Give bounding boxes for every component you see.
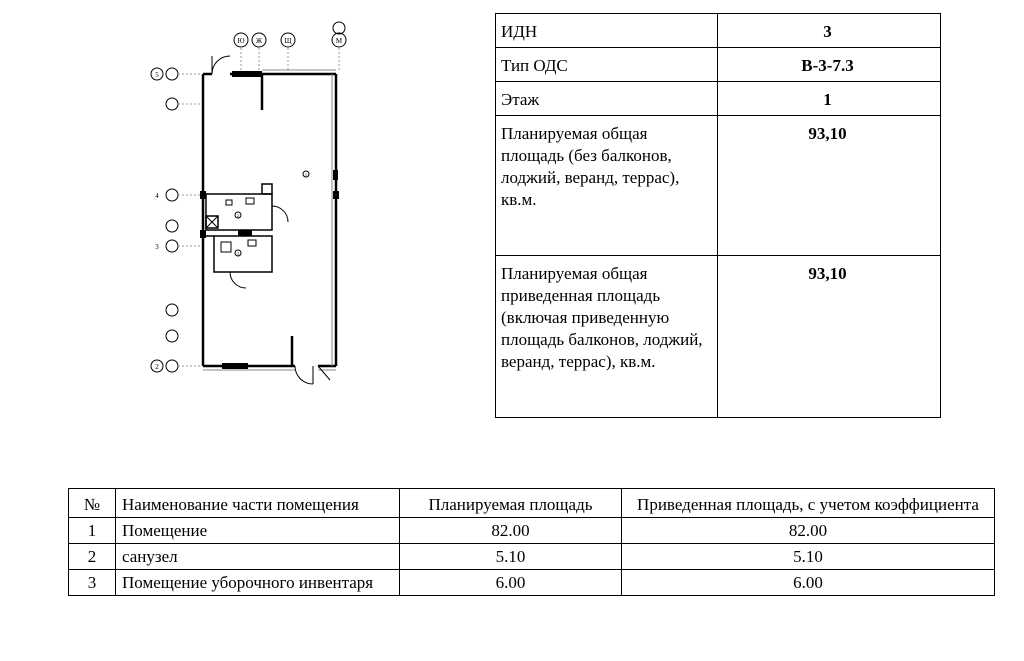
- svg-text:2: 2: [237, 213, 239, 218]
- info-row-type: [496, 48, 941, 82]
- plan-walls: [203, 74, 336, 366]
- rooms-table: [68, 488, 995, 596]
- row-reduced-area: 5.10: [622, 544, 995, 570]
- svg-text:4: 4: [155, 192, 159, 200]
- info-label-reduced-area: Планируемая общая приведенная площадь (включая приведенную площадь балконов, лоджий, веранд, террас), кв.м.: [496, 256, 718, 418]
- header-number: №: [69, 489, 116, 518]
- row-reduced-area: 82.00: [622, 518, 995, 544]
- axis-marker-left-1: [151, 68, 200, 80]
- info-label-type: Тип ОДС: [496, 48, 718, 82]
- info-value-floor: 1: [718, 82, 941, 116]
- axis-marker-top-1: [234, 33, 248, 72]
- info-row-idn: [496, 14, 941, 48]
- svg-text:5: 5: [155, 71, 159, 79]
- row-name: санузел: [116, 544, 400, 570]
- room-marker-3: [235, 250, 241, 256]
- floor-plan: [140, 10, 360, 390]
- axis-marker-top-4: [332, 22, 346, 72]
- svg-text:1: 1: [305, 172, 307, 177]
- svg-text:Ю: Ю: [237, 37, 245, 45]
- room-marker-1: [303, 171, 309, 177]
- info-value-total-area: 93,10: [718, 116, 941, 256]
- header-area: Планируемая площадь: [400, 489, 622, 518]
- header-name: Наименование части помещения: [116, 489, 400, 518]
- info-row-floor: [496, 82, 941, 116]
- info-label-idn: ИДН: [496, 14, 718, 48]
- rooms-header-row: [69, 489, 995, 518]
- row-area: 6.00: [400, 570, 622, 596]
- svg-text:3: 3: [237, 251, 239, 256]
- table-row: [69, 544, 995, 570]
- info-value-idn: 3: [718, 14, 941, 48]
- info-row-reduced-area: [496, 256, 941, 418]
- row-number: 1: [69, 518, 116, 544]
- row-name: Помещение уборочного инвентаря: [116, 570, 400, 596]
- room-marker-2: [235, 212, 241, 218]
- info-label-floor: Этаж: [496, 82, 718, 116]
- row-number: 2: [69, 544, 116, 570]
- row-area: 82.00: [400, 518, 622, 544]
- svg-text:2: 2: [155, 363, 159, 371]
- apartment-info-table: [495, 13, 941, 418]
- table-row: [69, 518, 995, 544]
- axis-marker-left-2: [155, 189, 200, 201]
- sanitary-block: [206, 184, 288, 288]
- info-label-total-area: Планируемая общая площадь (без балконов, лоджий, веранд, террас), кв.м.: [496, 116, 718, 256]
- svg-text:Ж: Ж: [255, 37, 263, 45]
- axis-marker-left-4: [151, 360, 200, 372]
- table-row: [69, 570, 995, 596]
- svg-text:3: 3: [155, 243, 159, 251]
- row-name: Помещение: [116, 518, 400, 544]
- row-number: 3: [69, 570, 116, 596]
- svg-text:Щ: Щ: [284, 37, 292, 45]
- row-area: 5.10: [400, 544, 622, 570]
- info-row-total-area: [496, 116, 941, 256]
- info-value-reduced-area: 93,10: [718, 256, 941, 418]
- row-reduced-area: 6.00: [622, 570, 995, 596]
- info-value-type: В-3-7.3: [718, 48, 941, 82]
- axis-marker-top-2: [252, 33, 266, 72]
- svg-text:М: М: [335, 37, 343, 45]
- header-reduced-area: Приведенная площадь, с учетом коэффициента: [622, 489, 995, 518]
- axis-marker-top-3: [281, 33, 295, 72]
- axis-marker-left-3: [155, 220, 200, 252]
